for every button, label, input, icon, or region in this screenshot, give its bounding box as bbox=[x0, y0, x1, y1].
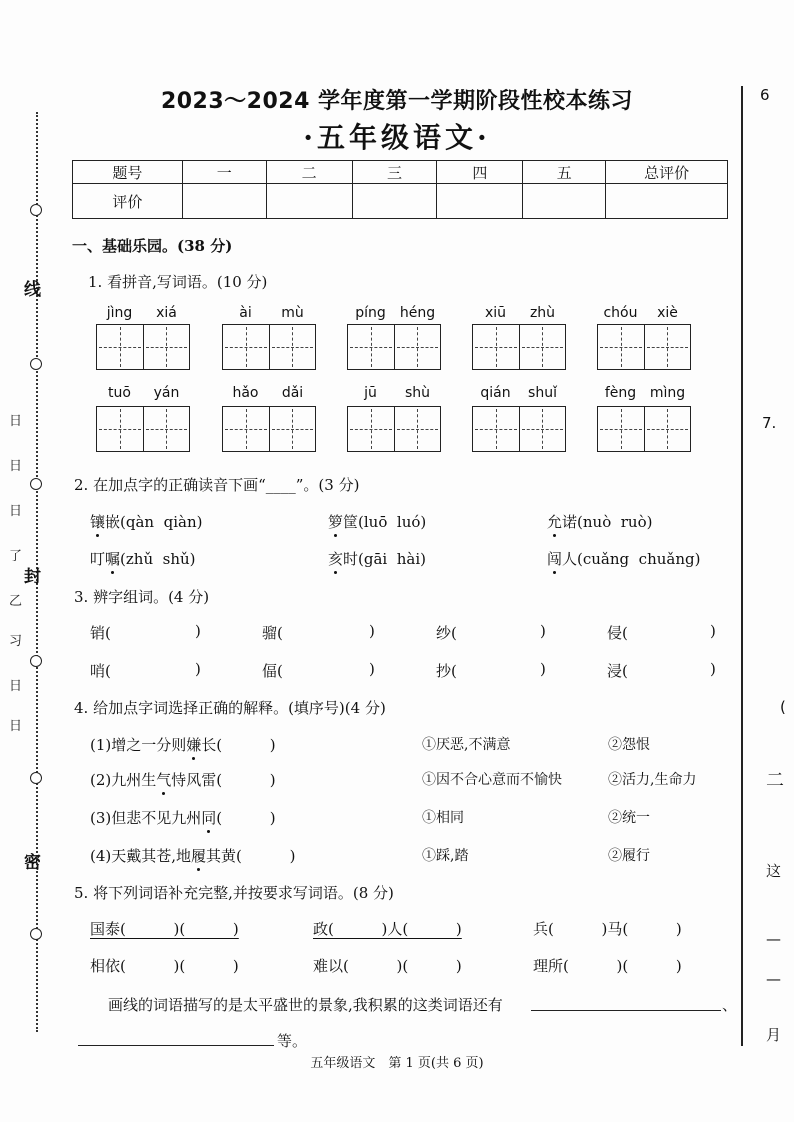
binding-hole bbox=[30, 478, 42, 490]
next-page-q7: 7. bbox=[762, 414, 777, 432]
definition-item[interactable]: (2)九州生气恃风雷( ) bbox=[90, 771, 276, 789]
word-formation-item: 偪( bbox=[262, 662, 283, 680]
score-header-cell: 三 bbox=[352, 161, 437, 184]
writing-grid[interactable] bbox=[597, 406, 691, 452]
definition-option: ①踩,踏 bbox=[422, 848, 469, 864]
separator: 、 bbox=[722, 996, 738, 1014]
score-header-cell: 题号 bbox=[73, 161, 183, 184]
definition-option: ②统一 bbox=[608, 810, 650, 826]
score-input-cell[interactable] bbox=[182, 184, 266, 219]
pinyin: yán bbox=[153, 385, 180, 401]
next-page-number: 6 bbox=[760, 86, 770, 104]
writing-grid[interactable] bbox=[597, 324, 691, 370]
writing-grid[interactable] bbox=[96, 406, 190, 452]
definition-item[interactable]: (4)天戴其苍,地履其黄( ) bbox=[90, 847, 296, 865]
paren-close: ) bbox=[540, 622, 546, 640]
q5-note: 画线的词语描写的是太平盛世的景象,我积累的这类词语还有 bbox=[108, 996, 503, 1014]
binding-fragment: 习 bbox=[9, 634, 23, 649]
pronunciation-item[interactable]: 叮嘱(zhǔ shǔ) bbox=[90, 550, 196, 568]
idiom-fill-item[interactable]: 难以( )( ) bbox=[313, 957, 462, 975]
idiom-fill-item[interactable]: 理所( )( ) bbox=[533, 957, 682, 975]
definition-option: ①厌恶,不满意 bbox=[422, 737, 511, 753]
definition-option: ②怨恨 bbox=[608, 737, 650, 753]
binding-char-line: 线 bbox=[24, 280, 41, 300]
score-row-label: 评价 bbox=[73, 184, 183, 219]
idiom-fill-item[interactable]: 相依( )( ) bbox=[90, 957, 239, 975]
pinyin: fèng bbox=[604, 385, 637, 401]
pinyin: zhù bbox=[529, 305, 556, 321]
word-formation-item: 抄( bbox=[436, 662, 457, 680]
binding-hole bbox=[30, 772, 42, 784]
pinyin: shuǐ bbox=[528, 385, 557, 401]
pronunciation-item[interactable]: 允诺(nuò ruò) bbox=[547, 513, 653, 531]
paren-close: ) bbox=[710, 660, 716, 678]
pinyin: hǎo bbox=[232, 385, 259, 401]
pinyin: jìng bbox=[106, 305, 133, 321]
binding-fragment: 乙 bbox=[9, 594, 23, 609]
q5-label: 5. 将下列词语补充完整,并按要求写词语。(8 分) bbox=[74, 884, 394, 902]
binding-fragment: 日 bbox=[9, 414, 23, 429]
idiom-fill-item[interactable]: 国泰( )( ) bbox=[90, 920, 239, 938]
answer-blank[interactable] bbox=[531, 1010, 721, 1011]
writing-grid[interactable] bbox=[472, 406, 566, 452]
word-formation-item: 哨( bbox=[90, 662, 111, 680]
binding-hole bbox=[30, 204, 42, 216]
pinyin: chóu bbox=[603, 305, 638, 321]
exam-subtitle: ·五年级语文· bbox=[303, 121, 491, 154]
next-page-fragment: — bbox=[766, 930, 781, 948]
pinyin: ài bbox=[239, 305, 252, 321]
score-table bbox=[72, 160, 728, 219]
paren-close: ) bbox=[195, 622, 201, 640]
definition-option: ②履行 bbox=[608, 848, 650, 864]
paren-close: ) bbox=[369, 660, 375, 678]
pinyin: píng bbox=[355, 305, 386, 321]
pinyin: mìng bbox=[649, 385, 686, 401]
definition-option: ②活力,生命力 bbox=[608, 772, 697, 788]
definition-item[interactable]: (1)增之一分则嫌长( ) bbox=[90, 736, 276, 754]
q2-label: 2. 在加点字的正确读音下画“____”。(3 分) bbox=[74, 476, 360, 494]
score-input-cell[interactable] bbox=[352, 184, 437, 219]
next-page-fragment: ( bbox=[780, 698, 786, 716]
pinyin: shù bbox=[404, 385, 431, 401]
pronunciation-item[interactable]: 箩筐(luō luó) bbox=[328, 513, 427, 531]
writing-grid[interactable] bbox=[222, 406, 316, 452]
writing-grid[interactable] bbox=[472, 324, 566, 370]
next-page-fragment: 这 bbox=[766, 862, 782, 880]
pinyin: xiū bbox=[484, 305, 507, 321]
definition-option: ①因不合心意而不愉快 bbox=[422, 772, 562, 788]
word-formation-item: 销( bbox=[90, 624, 111, 642]
binding-hole bbox=[30, 358, 42, 370]
score-header-cell: 四 bbox=[437, 161, 523, 184]
score-input-cell[interactable] bbox=[437, 184, 523, 219]
idiom-fill-item[interactable]: 政( )人( ) bbox=[313, 920, 462, 938]
pronunciation-item[interactable]: 镶嵌(qàn qiàn) bbox=[90, 513, 203, 531]
score-input-cell[interactable] bbox=[523, 184, 606, 219]
paren-close: ) bbox=[710, 622, 716, 640]
score-header-cell: 总评价 bbox=[606, 161, 728, 184]
binding-fragment: 日 bbox=[9, 459, 23, 474]
paren-close: ) bbox=[540, 660, 546, 678]
next-page-fragment: 二 bbox=[766, 770, 784, 791]
pinyin: mù bbox=[281, 305, 304, 321]
score-header-cell: 五 bbox=[523, 161, 606, 184]
pinyin: dǎi bbox=[281, 385, 304, 401]
section-heading: 一、基础乐园。(38 分) bbox=[72, 237, 233, 255]
pinyin: xiá bbox=[156, 305, 177, 321]
paren-close: ) bbox=[369, 622, 375, 640]
binding-hole bbox=[30, 655, 42, 667]
q5-end: 等。 bbox=[277, 1032, 308, 1050]
binding-fragment: 日 bbox=[9, 679, 23, 694]
page-edge-rule bbox=[741, 86, 743, 1046]
pinyin: héng bbox=[399, 305, 436, 321]
binding-fragment: 日 bbox=[9, 719, 23, 734]
writing-grid[interactable] bbox=[347, 406, 441, 452]
answer-blank[interactable] bbox=[78, 1045, 274, 1046]
page-footer: 五年级语文 第 1 页(共 6 页) bbox=[310, 1056, 484, 1071]
pinyin: xiè bbox=[657, 305, 678, 321]
idiom-fill-item[interactable]: 兵( )马( ) bbox=[533, 920, 682, 938]
pinyin: tuō bbox=[108, 385, 131, 401]
pinyin: jū bbox=[364, 385, 377, 401]
word-formation-item: 浸( bbox=[607, 662, 628, 680]
q4-label: 4. 给加点字词选择正确的解释。(填序号)(4 分) bbox=[74, 699, 386, 717]
pinyin: qián bbox=[480, 385, 511, 401]
writing-grid[interactable] bbox=[347, 324, 441, 370]
score-header-cell: 二 bbox=[266, 161, 352, 184]
q1-label: 1. 看拼音,写词语。(10 分) bbox=[88, 273, 268, 291]
paren-close: ) bbox=[195, 660, 201, 678]
word-formation-item: 骝( bbox=[262, 624, 283, 642]
score-input-cell[interactable] bbox=[606, 184, 728, 219]
definition-item[interactable]: (3)但悲不见九州同( ) bbox=[90, 809, 276, 827]
pronunciation-item[interactable]: 亥时(gāi hài) bbox=[328, 550, 426, 568]
writing-grid[interactable] bbox=[96, 324, 190, 370]
q3-label: 3. 辨字组词。(4 分) bbox=[74, 588, 210, 606]
score-header-cell: 一 bbox=[182, 161, 266, 184]
binding-hole bbox=[30, 928, 42, 940]
binding-fragment: 日 bbox=[9, 504, 23, 519]
binding-char-secret: 密 bbox=[24, 853, 41, 873]
word-formation-item: 侵( bbox=[607, 624, 628, 642]
next-page-fragment: 月 bbox=[766, 1026, 782, 1044]
writing-grid[interactable] bbox=[222, 324, 316, 370]
pronunciation-item[interactable]: 闯人(cuǎng chuǎng) bbox=[547, 550, 701, 568]
score-input-cell[interactable] bbox=[266, 184, 352, 219]
exam-title: 2023～2024 学年度第一学期阶段性校本练习 bbox=[160, 89, 634, 114]
word-formation-item: 纱( bbox=[436, 624, 457, 642]
binding-char-seal: 封 bbox=[24, 567, 41, 587]
next-page-fragment: — bbox=[766, 970, 781, 988]
binding-fragment: 了 bbox=[9, 549, 23, 564]
definition-option: ①相同 bbox=[422, 810, 464, 826]
